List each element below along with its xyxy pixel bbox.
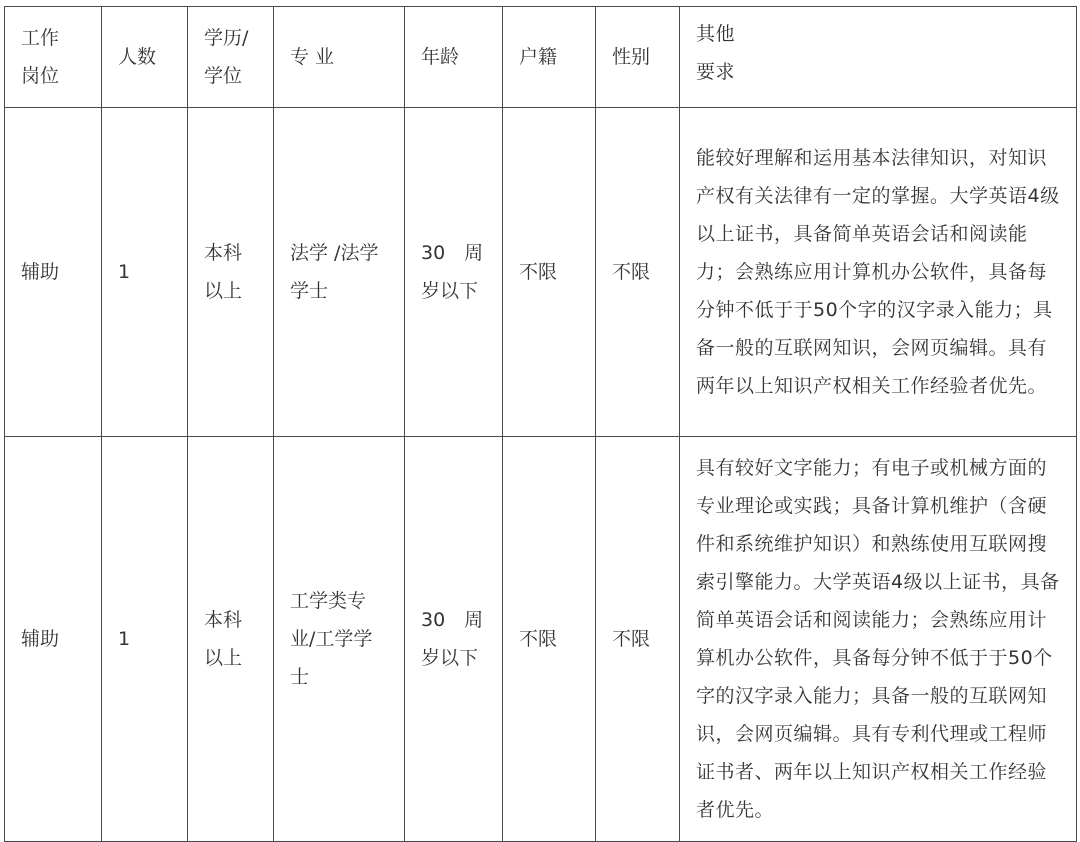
header-cell-gender: 性别 [596, 7, 680, 108]
cell-education: 本科 以上 [188, 108, 274, 437]
header-cell-count: 人数 [102, 7, 188, 108]
cell-other-requirements: 具有较好文字能力；有电子或机械方面的专业理论或实践；具备计算机维护（含硬件和系统维护知识）和熟练使用互联网搜索引擎能力。大学英语4级以上证书，具备简单英语会话和阅读能力；会熟练应用计算机办公软件，具备每分钟不低于于50个字的汉字录入能力；具备一般的互联网知识，会网页编辑。具有专利代理或工程师证书者、两年以上知识产权相关工作经验者优先。 [680, 437, 1077, 842]
header-cell-major: 专 业 [274, 7, 405, 108]
cell-age: 30 周 岁以下 [405, 437, 503, 842]
header-cell-education: 学历/ 学位 [188, 7, 274, 108]
cell-count: 1 [102, 108, 188, 437]
cell-hukou: 不限 [503, 108, 596, 437]
header-cell-position: 工作 岗位 [5, 7, 102, 108]
table-row [5, 108, 1077, 437]
cell-age: 30 周 岁以下 [405, 108, 503, 437]
cell-gender: 不限 [596, 437, 680, 842]
table-row [5, 437, 1077, 842]
cell-other-requirements: 能较好理解和运用基本法律知识，对知识产权有关法律有一定的掌握。大学英语4级以上证书，具备简单英语会话和阅读能力；会熟练应用计算机办公软件，具备每分钟不低于于50个字的汉字录入能力；具备一般的互联网知识，会网页编辑。具有两年以上知识产权相关工作经验者优先。 [680, 108, 1077, 437]
header-cell-hukou: 户籍 [503, 7, 596, 108]
cell-hukou: 不限 [503, 437, 596, 842]
job-requirements-table [4, 6, 1077, 842]
header-cell-age: 年龄 [405, 7, 503, 108]
cell-major: 工学类专 业/工学学 士 [274, 437, 405, 842]
header-cell-other: 其他 要求 [680, 7, 1077, 108]
cell-position: 辅助 [5, 108, 102, 437]
cell-count: 1 [102, 437, 188, 842]
cell-major: 法学 /法学 学士 [274, 108, 405, 437]
header-row [5, 7, 1077, 108]
cell-gender: 不限 [596, 108, 680, 437]
cell-position: 辅助 [5, 437, 102, 842]
cell-education: 本科 以上 [188, 437, 274, 842]
